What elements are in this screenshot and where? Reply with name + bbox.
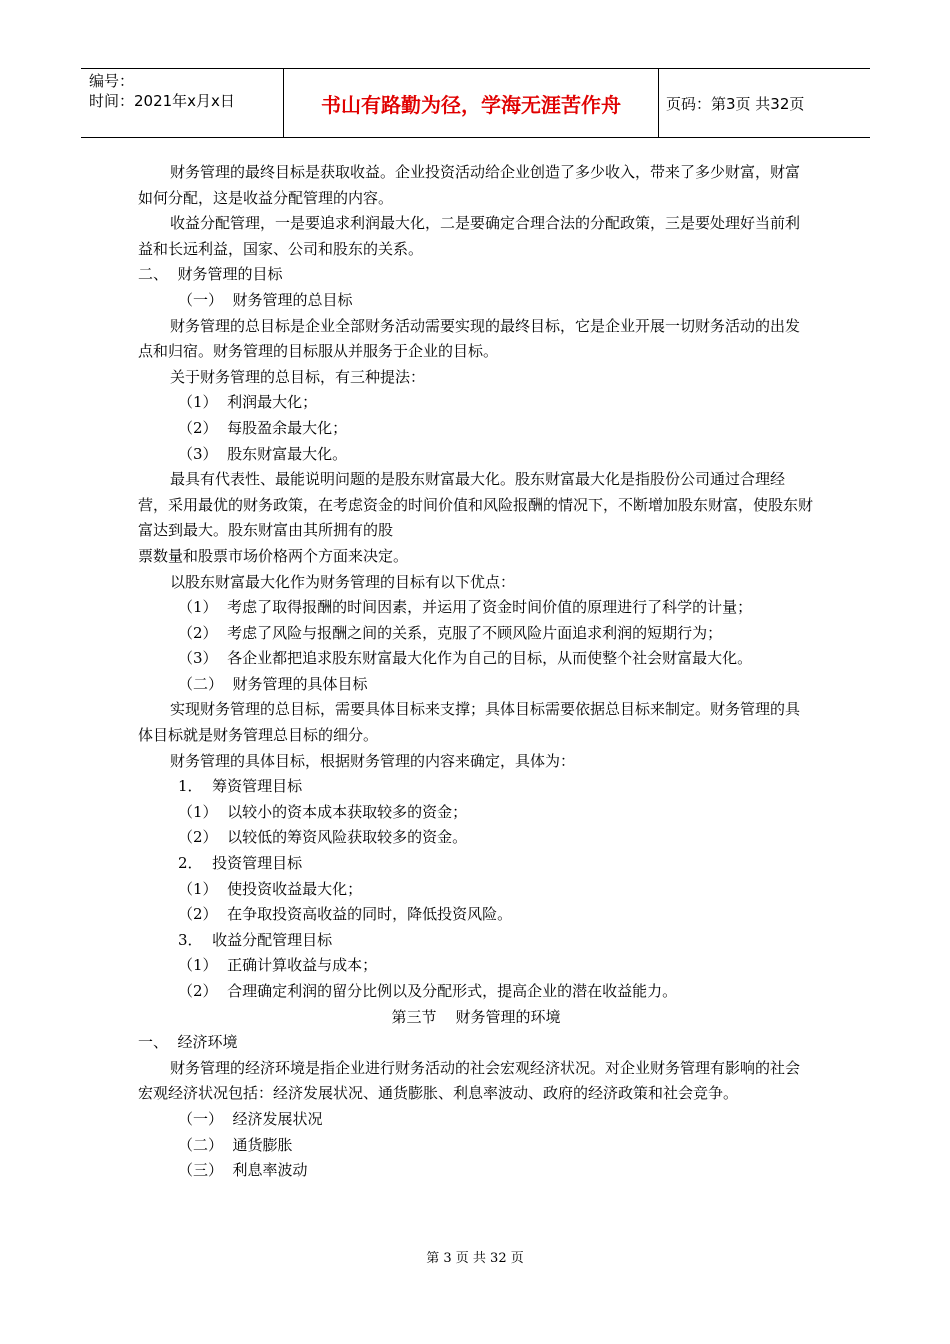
list-item: （3） 股东财富最大化。 (178, 444, 348, 463)
list-item: （2） 每股盈余最大化； (178, 418, 348, 437)
numbered-heading: 3． 收益分配管理目标 (178, 930, 333, 949)
page-footer: 第 3 页 共 32 页 (426, 1251, 524, 1266)
list-item: （1） 考虑了取得报酬的时间因素，并运用了资金时间价值的原理进行了科学的计量； (178, 598, 753, 617)
paragraph: 关于财务管理的总目标，有三种提法： (170, 367, 426, 386)
list-item: （1） 利润最大化； (178, 393, 318, 412)
list-item: （2） 在争取投资高收益的同时，降低投资风险。 (178, 905, 513, 924)
document-header (81, 68, 870, 138)
subsection-heading: （三） 利息率波动 (178, 1161, 308, 1180)
paragraph: 财务管理的最终目标是获取收益。企业投资活动给企业创造了多少收入，带来了多少财富，财富如何分配，这是收益分配管理的内容。 (138, 163, 801, 207)
header-page-info: 页码：第3页 共32页 (666, 94, 805, 113)
subsection-heading: （二） 财务管理的具体目标 (178, 674, 368, 693)
paragraph: 票数量和股票市场价格两个方面来决定。 (138, 546, 409, 565)
subsection-heading: （一） 经济发展状况 (178, 1109, 323, 1128)
list-item: （1） 正确计算收益与成本； (178, 956, 378, 975)
header-motto: 书山有路勤为径，学海无涯苦作舟 (284, 69, 659, 137)
list-item: （2） 考虑了风险与报酬之间的关系，克服了不顾风险片面追求利润的短期行为； (178, 623, 723, 642)
paragraph: 最具有代表性、最能说明问题的是股东财富最大化。股东财富最大化是指股份公司通过合理经营，采用最优的财务政策，在考虑资金的时间价值和风险报酬的情况下，不断增加股东财富，使股东财富达到最大。股东财富由其所拥有的股 (138, 470, 814, 540)
paragraph: 收益分配管理，一是要追求利润最大化，二是要确定合理合法的分配政策，三是要处理好当前利益和长远利益，国家、公司和股东的关系。 (138, 214, 801, 258)
list-item: （1） 使投资收益最大化； (178, 879, 363, 898)
paragraph: 实现财务管理的总目标，需要具体目标来支撑；具体目标需要依据总目标来制定。财务管理的具体目标就是财务管理总目标的细分。 (138, 700, 801, 745)
header-meta-cell (81, 69, 284, 137)
section-heading: 一、 经济环境 (138, 1033, 238, 1052)
paragraph: 以股东财富最大化作为财务管理的目标有以下优点： (170, 572, 516, 591)
list-item: （2） 以较低的筹资风险获取较多的资金。 (178, 828, 468, 847)
section-heading: 二、 财务管理的目标 (138, 265, 283, 284)
numbered-heading: 2． 投资管理目标 (178, 854, 303, 873)
paragraph: 财务管理的总目标是企业全部财务活动需要实现的最终目标，它是企业开展一切财务活动的出发点和归宿。财务管理的目标服从并服务于企业的目标。 (138, 316, 801, 361)
list-item: （3） 各企业都把追求股东财富最大化作为自己的目标，从而使整个社会财富最大化。 (178, 649, 753, 668)
numbered-heading: 1． 筹资管理目标 (178, 777, 303, 796)
document-body (138, 160, 814, 1184)
list-item: （2） 合理确定利润的留分比例以及分配形式，提高企业的潜在收益能力。 (178, 982, 678, 1000)
paragraph: 财务管理的具体目标，根据财务管理的内容来确定，具体为： (170, 751, 576, 770)
subsection-heading: （一） 财务管理的总目标 (178, 290, 353, 309)
list-item: （1） 以较小的资本成本获取较多的资金； (178, 802, 468, 821)
subsection-heading: （二） 通货膨胀 (178, 1135, 293, 1154)
document-number-label: 编号： (89, 72, 135, 90)
document-date: 时间：2021年x月x日 (89, 92, 235, 110)
chapter-heading: 第三节 财务管理的环境 (391, 1007, 561, 1026)
paragraph: 财务管理的经济环境是指企业进行财务活动的社会宏观经济状况。对企业财务管理有影响的社会宏观经济状况包括：经济发展状况、通货膨胀、利息率波动、政府的经济政策和社会竞争。 (138, 1058, 801, 1103)
